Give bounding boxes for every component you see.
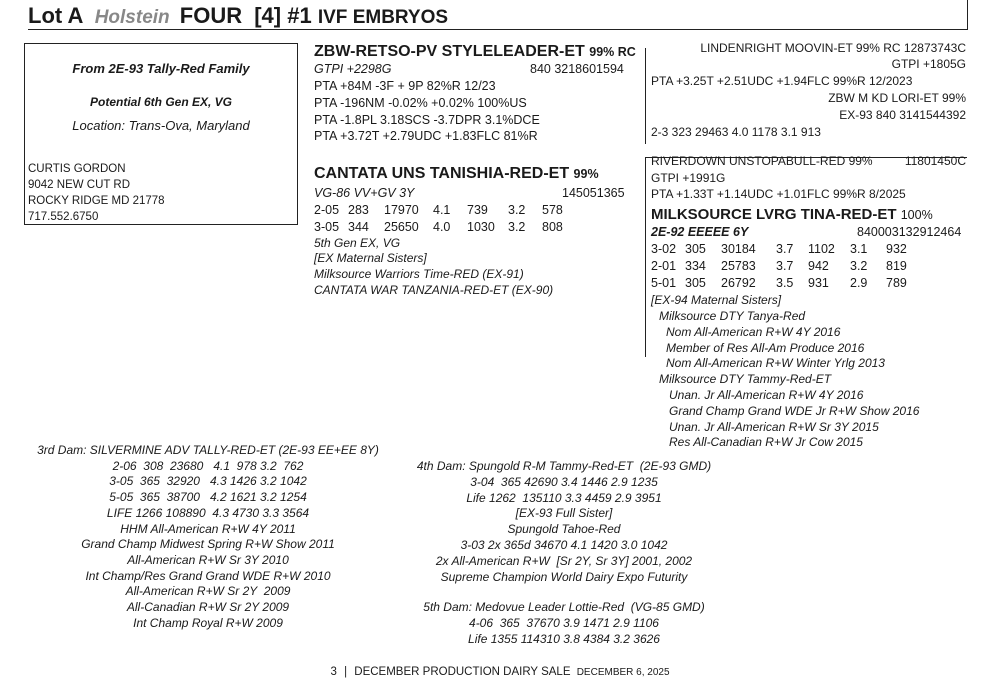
dam-dam-name-text: MILKSOURCE LVRG TINA-RED-ET [651, 206, 897, 223]
dam-sire-reg: 11801450C [904, 154, 966, 168]
breed-label: Holstein [94, 7, 170, 28]
sire-dam-reg: EX-93 840 3141544392 [839, 108, 966, 122]
footer-separator: | [344, 666, 348, 678]
third-dam-line: Int Champ Royal R+W 2009 [133, 615, 283, 630]
dam-name [314, 165, 599, 183]
dam-record-row [314, 203, 572, 220]
dam-dam-honor-line: Unan. Jr All-American R+W 4Y 2016 [669, 387, 864, 402]
owner-city: ROCKY RIDGE MD 21778 [28, 195, 165, 207]
dam-record-cell: 25650 [384, 220, 419, 234]
fourth-dam-line: Spungold Tahoe-Red [507, 522, 621, 537]
dam-record-cell: 344 [348, 220, 369, 234]
dam-dam-sisters-title: [EX-94 Maternal Sisters] [651, 293, 782, 307]
dam-sire-pta: PTA +1.33T +1.14UDC +1.01FLC 99%R 8/2025 [651, 187, 906, 201]
dam-sisters-title: [EX Maternal Sisters] [314, 251, 427, 265]
dam-dam-record-row [651, 259, 916, 276]
dam-records [314, 203, 572, 237]
third-dam-line: LIFE 1266 108890 4.3 4730 3.3 3564 [106, 505, 310, 520]
dam-dam-honor-line: Member of Res All-Am Produce 2016 [666, 340, 865, 355]
dam-record-cell: 3-05 [314, 220, 340, 234]
dam-generation: 5th Gen EX, VG [314, 236, 401, 250]
sire-pta-3: PTA -1.8PL 3.18SCS -3.7DPR 3.1%DCE [314, 113, 540, 127]
third-dam-line: All-Canadian R+W Sr 2Y 2009 [126, 600, 290, 614]
dam-reg: 145051365 [562, 186, 625, 200]
dam-record-cell: 2-05 [314, 203, 340, 217]
fourth-dam-line: 2x All-American R+W [Sr 2Y, Sr 3Y] 2001, 2002 [435, 553, 693, 568]
dam-dam-honors [651, 309, 919, 451]
sire-pta-2: PTA -196NM -0.02% +0.02% 100%US [314, 96, 527, 110]
dam-dam-record-row [651, 276, 916, 293]
page-number: 3 [330, 666, 337, 678]
dam-record-cell: 4.1 [433, 203, 451, 217]
dam-dam-record-cell: 30184 [721, 242, 756, 256]
dam-dam-record-cell: 305 [685, 242, 706, 256]
owner-street: 9042 NEW CUT RD [28, 179, 131, 191]
dam-bracket [645, 157, 646, 357]
dam-record-cell: 3.2 [508, 203, 526, 217]
dam-record-cell: 3.2 [508, 220, 526, 234]
dam-record-cell: 739 [467, 203, 488, 217]
dam-record-cell: 283 [348, 203, 369, 217]
dam-dam-record-cell: 931 [808, 276, 829, 290]
owner-phone: 717.552.6750 [28, 211, 99, 223]
dam-dam-record-cell: 2.9 [850, 276, 868, 290]
dam-dam-record-cell: 25783 [721, 259, 756, 273]
third-dam-line: HHM All-American R+W 4Y 2011 [120, 521, 296, 536]
sire-name [314, 43, 636, 61]
lot-title [28, 3, 448, 29]
sire-reg: 840 3218601594 [530, 62, 624, 76]
dam-dam-record-cell: 334 [685, 259, 706, 273]
dam-dam-record-cell: 789 [886, 276, 907, 290]
sire-pta-4: PTA +3.72T +2.79UDC +1.83FLC 81%R [314, 129, 538, 143]
sire-name-text: ZBW-RETSO-PV STYLELEADER-ET [314, 43, 585, 60]
dam-dam-record-cell: 932 [886, 242, 907, 256]
dam-record-cell: 4.0 [433, 220, 451, 234]
dam-dam-record-cell: 942 [808, 259, 829, 273]
count-label: FOUR [179, 3, 243, 28]
product-label: IVF EMBRYOS [317, 7, 449, 28]
dam-dam-record-cell: 305 [685, 276, 706, 290]
dam-dam-record-row [651, 242, 916, 259]
dam-dam-reg: 840003132912464 [857, 225, 962, 239]
dam-dam-honor-line: Unan. Jr All-American R+W Sr 3Y 2015 [669, 419, 879, 434]
dam-dam-record-cell: 3.7 [776, 242, 794, 256]
third-dam-line: 5-05 365 38700 4.2 1621 3.2 1254 [109, 490, 307, 505]
fourth-dam-line: Life 1262 135110 3.3 4459 2.9 3951 [466, 490, 662, 505]
sire-sire-pta: PTA +3.25T +2.51UDC +1.94FLC 99%R 12/2023 [651, 74, 913, 88]
dam-dam-record-cell: 5-01 [651, 276, 677, 290]
sale-date: DECEMBER 6, 2025 [576, 667, 670, 678]
dam-sister-2: CANTATA WAR TANZANIA-RED-ET (EX-90) [314, 283, 554, 297]
sire-gtpi: GTPI +2298G [314, 62, 392, 76]
dam-sister-1: Milksource Warriors Time-RED (EX-91) [314, 267, 524, 281]
sale-name: DECEMBER PRODUCTION DAIRY SALE [354, 666, 571, 678]
dam-record-row [314, 220, 572, 237]
dam-sire-name: RIVERDOWN UNSTOPABULL-RED 99% [651, 154, 873, 168]
third-dam-line: Int Champ/Res Grand Grand WDE R+W 2010 [85, 568, 331, 583]
dam-score: VG-86 VV+GV 3Y [314, 186, 415, 200]
sire-pct: 99% RC [589, 45, 636, 59]
dam-dam-record-cell: 3.1 [850, 242, 868, 256]
dam-dam-honor-line: Nom All-American R+W Winter Yrlg 2013 [666, 356, 885, 371]
header-rule [28, 29, 968, 30]
dam-dam-records [651, 242, 916, 293]
dam-dam-score: 2E-92 EEEEE 6Y [651, 225, 749, 239]
fourth-dam-line: Supreme Champion World Dairy Expo Futurity [440, 569, 688, 584]
page-footer [0, 666, 1000, 678]
dam-dam-honor-line: Grand Champ Grand WDE Jr R+W Show 2016 [669, 403, 920, 418]
dam-dam-record-cell: 2-01 [651, 259, 677, 273]
third-dam-line: All-American R+W Sr 2Y 2009 [125, 584, 291, 599]
potential-line: Potential 6th Gen EX, VG [89, 95, 233, 109]
dam-dam-honor-line: Nom All-American R+W 4Y 2016 [666, 324, 841, 339]
fifth-dam-line: 4-06 365 37670 3.9 1471 2.9 1106 [469, 615, 659, 630]
lot-label: Lot A [28, 3, 83, 28]
dam-pct: 99% [573, 167, 599, 181]
third-dam-title: 3rd Dam: SILVERMINE ADV TALLY-RED-ET (2E-93 EE+EE 8Y) [37, 443, 379, 457]
location-line: Location: Trans-Ova, Maryland [72, 118, 250, 133]
fifth-dam-title: 5th Dam: Medovue Leader Lottie-Red (VG-85 GMD) [423, 600, 705, 614]
dam-dam-honor-line: Milksource DTY Tammy-Red-ET [659, 372, 832, 387]
dam-dam-record-cell: 3.5 [776, 276, 794, 290]
dam-dam-record-cell: 1102 [808, 242, 835, 256]
fourth-dam-line: 3-03 2x 365d 34670 4.1 1420 3.0 1042 [460, 538, 668, 552]
dam-dam-record-cell: 26792 [721, 276, 756, 290]
fifth-dam-line: Life 1355 114310 3.8 4384 3.2 3626 [468, 631, 660, 646]
sire-sire-gtpi: GTPI +1805G [891, 57, 966, 71]
dam-name-text: CANTATA UNS TANISHIA-RED-ET [314, 165, 570, 182]
sire-dam-name: ZBW M KD LORI-ET 99% [828, 91, 966, 105]
fourth-dam-line: 3-04 365 42690 3.4 1446 2.9 1235 [470, 474, 658, 489]
fourth-dam-line: [EX-93 Full Sister] [515, 506, 613, 521]
header-tick [967, 0, 968, 30]
dam-dam-record-cell: 3-02 [651, 242, 677, 256]
third-dam-line: All-American R+W Sr 3Y 2010 [127, 552, 289, 567]
dam-dam-name [651, 206, 933, 223]
dam-record-cell: 17970 [384, 203, 419, 217]
dam-dam-record-cell: 3.2 [850, 259, 868, 273]
family-info-box [24, 43, 298, 225]
dam-record-cell: 808 [542, 220, 563, 234]
dam-dam-record-cell: 819 [886, 259, 907, 273]
third-dam-line: Grand Champ Midwest Spring R+W Show 2011 [81, 537, 335, 552]
dam-sire-gtpi: GTPI +1991G [651, 171, 726, 185]
owner-name: CURTIS GORDON [28, 163, 126, 175]
lot-number: #1 [287, 3, 312, 28]
sire-pta-1: PTA +84M -3F + 9P 82%R 12/23 [314, 79, 496, 93]
sire-bracket [645, 48, 646, 144]
dam-dam-record-cell: 3.7 [776, 259, 794, 273]
dam-record-cell: 578 [542, 203, 563, 217]
third-dam-line: 2-06 308 23680 4.1 978 3.2 762 [112, 458, 304, 473]
dam-dam-honor-line: Res All-Canadian R+W Jr Cow 2015 [669, 435, 863, 450]
dam-dam-honor-line: Milksource DTY Tanya-Red [659, 309, 806, 323]
third-dam-line: 3-05 365 32920 4.3 1426 3.2 1042 [109, 474, 307, 489]
dam-dam-pct: 100% [900, 208, 933, 222]
fourth-dam-title: 4th Dam: Spungold R-M Tammy-Red-ET (2E-93 GMD) [416, 459, 712, 473]
bracket-label: [4] [254, 3, 282, 28]
sire-sire-name: LINDENRIGHT MOOVIN-ET 99% RC 12873743C [700, 41, 966, 55]
dam-record-cell: 1030 [467, 220, 495, 234]
family-line: From 2E-93 Tally-Red Family [72, 61, 250, 76]
sire-dam-record: 2-3 323 29463 4.0 1178 3.1 913 [651, 125, 821, 139]
